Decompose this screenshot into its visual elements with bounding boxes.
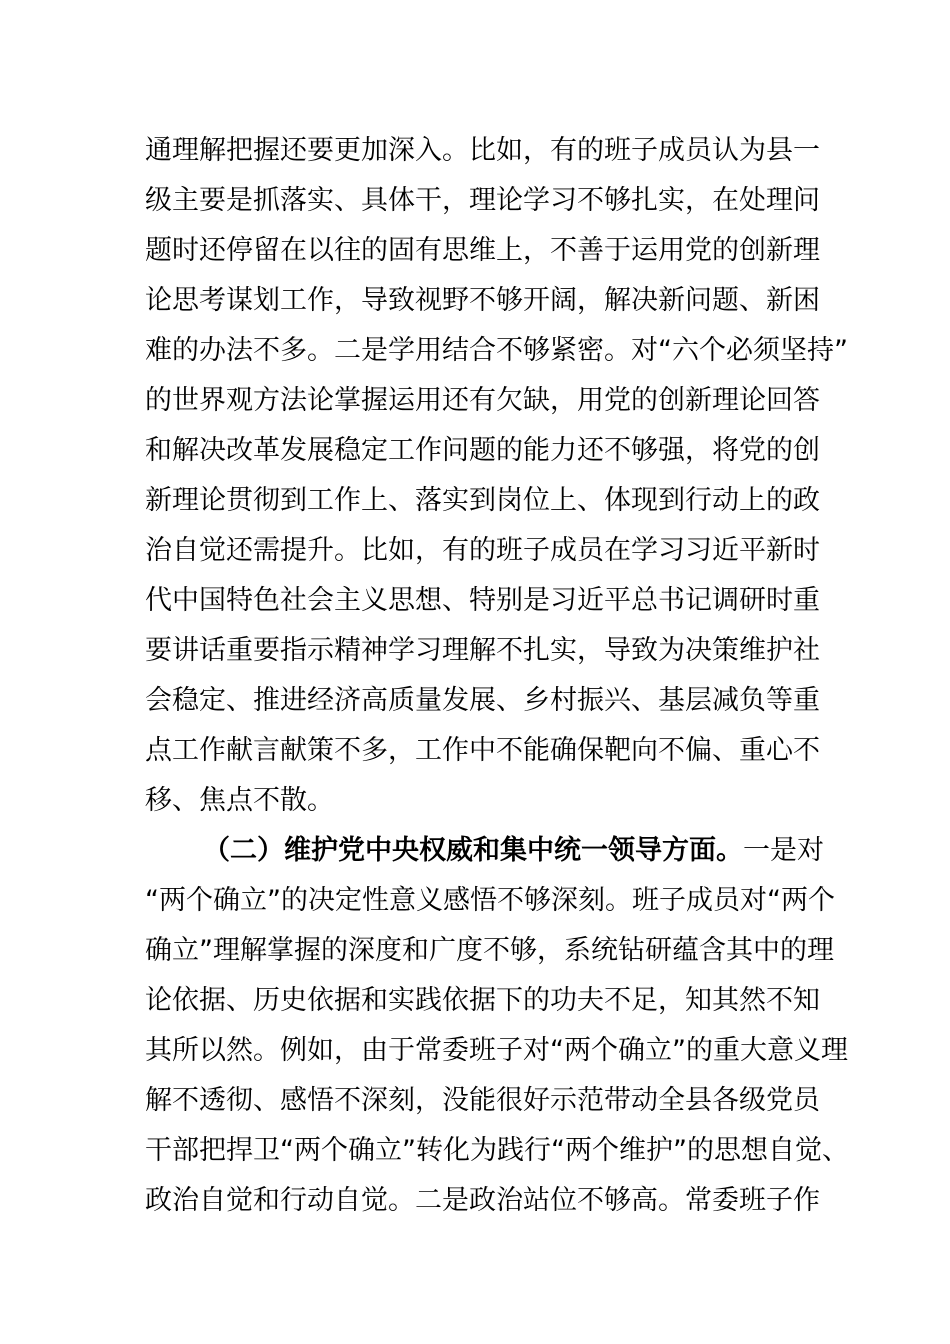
text-line: 移、焦点不散。 <box>145 785 334 816</box>
text-line: 题时还停留在以往的固有思维上，不善于运用党的创新理 <box>145 235 820 266</box>
text-line: 确立”理解掌握的深度和广度不够，系统钻研蕴含其中的理 <box>145 935 834 966</box>
section-heading: （二）维护党中央权威和集中统一领导方面。 <box>203 835 743 866</box>
text-line: 会稳定、推进经济高质量发展、乡村振兴、基层减负等重 <box>145 685 820 716</box>
text-line: 要讲话重要指示精神学习理解不扎实，导致为决策维护社 <box>145 635 820 666</box>
body-text <box>145 126 849 1226</box>
section-heading-line <box>145 826 824 876</box>
text-line: 治自觉还需提升。比如，有的班子成员在学习习近平新时 <box>145 535 820 566</box>
section-heading-rest: 一是对 <box>743 835 824 866</box>
text-line: 解不透彻、感悟不深刻，没能很好示范带动全县各级党员 <box>145 1085 820 1116</box>
text-line: 和解决改革发展稳定工作问题的能力还不够强，将党的创 <box>145 435 820 466</box>
text-line: 干部把捍卫“两个确立”转化为践行“两个维护”的思想自觉、 <box>145 1135 849 1166</box>
text-line: “两个确立”的决定性意义感悟不够深刻。班子成员对“两个 <box>145 885 835 916</box>
text-line: 级主要是抓落实、具体干，理论学习不够扎实，在处理问 <box>145 185 820 216</box>
text-line: 政治自觉和行动自觉。二是政治站位不够高。常委班子作 <box>145 1185 820 1216</box>
text-line: 点工作献言献策不多，工作中不能确保靶向不偏、重心不 <box>145 735 820 766</box>
text-line: 论思考谋划工作，导致视野不够开阔，解决新问题、新困 <box>145 285 820 316</box>
text-line: 难的办法不多。二是学用结合不够紧密。对“六个必须坚持” <box>145 335 848 366</box>
text-line: 论依据、历史依据和实践依据下的功夫不足，知其然不知 <box>145 985 820 1016</box>
text-line: 的世界观方法论掌握运用还有欠缺，用党的创新理论回答 <box>145 385 820 416</box>
text-line: 其所以然。例如，由于常委班子对“两个确立”的重大意义理 <box>145 1035 848 1066</box>
text-line: 代中国特色社会主义思想、特别是习近平总书记调研时重 <box>145 585 820 616</box>
text-line: 新理论贯彻到工作上、落实到岗位上、体现到行动上的政 <box>145 485 820 516</box>
text-line: 通理解把握还要更加深入。比如，有的班子成员认为县一 <box>145 135 820 166</box>
